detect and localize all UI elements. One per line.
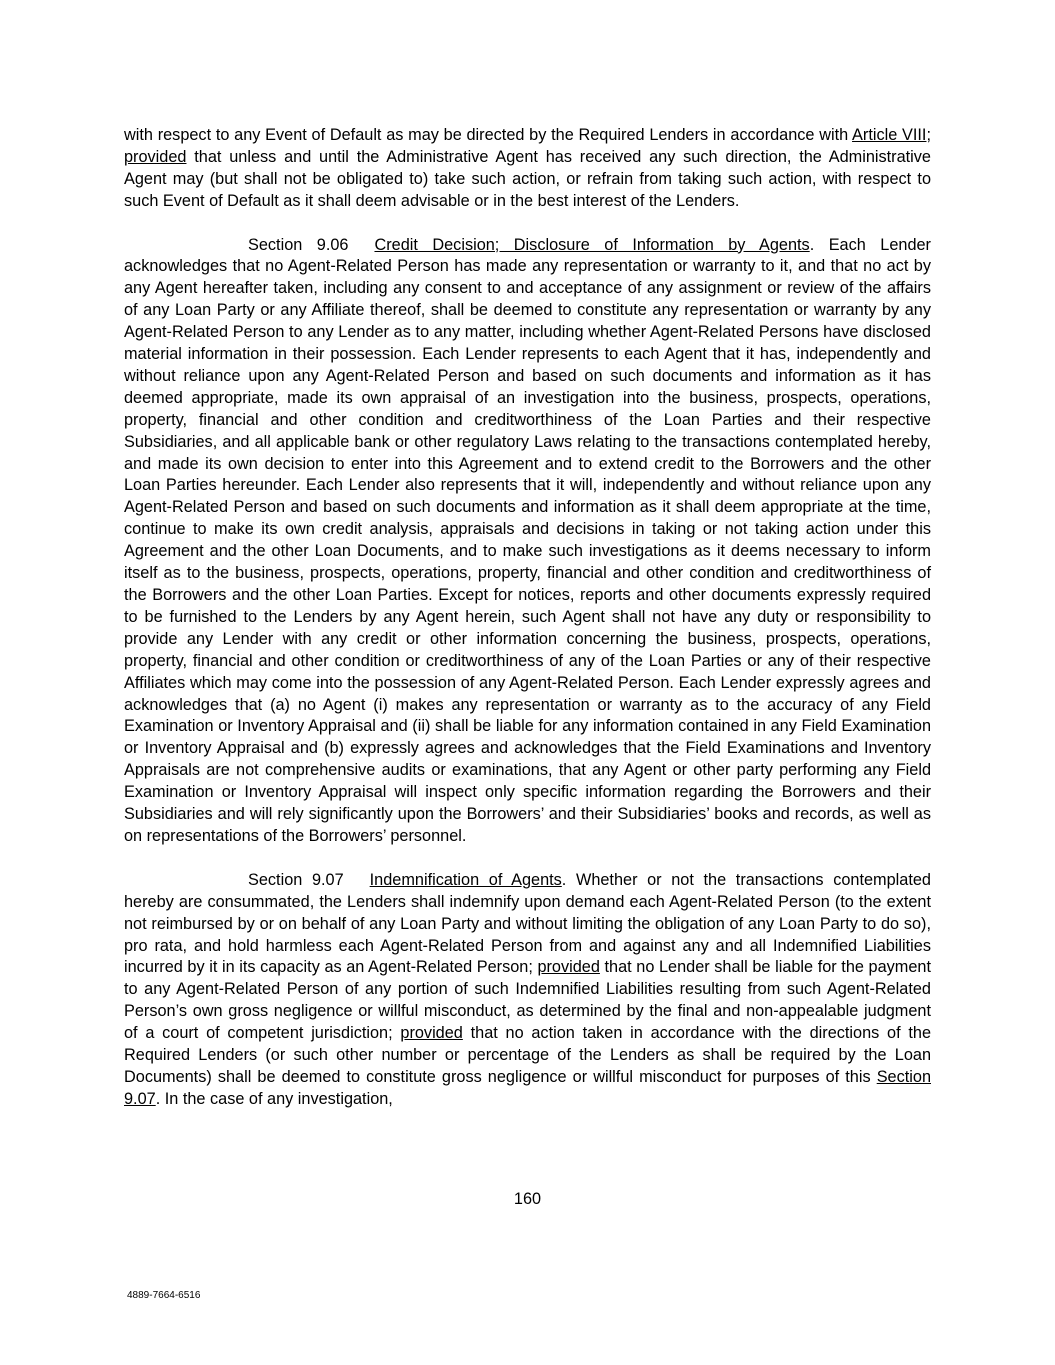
section-title: Indemnification of Agents <box>369 870 562 889</box>
text-run: with respect to any Event of Default as may be directed by the Required Lenders in accordance with <box>124 126 853 144</box>
provided-term: provided <box>537 958 600 977</box>
section-body: . Each Lender acknowledges that no Agent-Related Person has made any representation or warranty to it, and that no act by any Agent hereafter taken, including any consent to and acceptance of any assignment or review of the affairs of any Loan Party or any Affiliate thereof, shall be deemed to constitute any representation or warranty by any Agent-Related Person to any Lender as to any matter, including whether Agent-Related Persons have disclosed material information in their possession. Each Lender represents to each Agent that it has, independently and without reliance upon any Agent-Related Person and based on such documents and information as it has deemed appropriate, made its own appraisal of an investigation into the business, prospects, operations, property, financial and other condition and creditworthiness of the Loan Parties and their respective Subsidiaries, and all applicable bank or other regulatory Laws relating to the transactions contemplated hereby, and made its own decision to enter into this Agreement and to extend credit to the Borrowers and the other Loan Parties hereunder. Each Lender also represents that it will, independently and without reliance upon any Agent-Related Person and based on such documents and information as it shall deem appropriate at the time, continue to make its own credit analysis, appraisals and decisions in taking or not taking action under this Agreement and the other Loan Documents, and to make such investigations as it deems necessary to inform itself as to the business, prospects, operations, property, financial and other condition and creditworthiness of the Borrowers and the other Loan Parties. Except for notices, reports and other documents expressly required to be furnished to the Lenders by any Agent herein, such Agent shall not have any duty or responsibility to provide any Lender with any credit or other information concerning the business, prospects, operations, property, financial and other condition or creditworthiness of any of the Loan Parties or any of their respective Affiliates which may come into the possession of any Agent-Related Person. Each Lender expressly agrees and acknowledges that (a) no Agent (i) makes any representation or warranty as to the accuracy of any Field Examination or Inventory Appraisal and (ii) shall be liable for any information contained in any Field Examination or Inventory Appraisal and (b) expressly agrees and acknowledges that the Field Examinations and Inventory Appraisals are not comprehensive audits or examinations, that any Agent or other party performing any Field Examination or Inventory Appraisal will inspect only specific information regarding the Borrowers and their Subsidiaries and will rely significantly upon the Borrowers’ and their Subsidiaries’ books and records, as well as on representations of the Borrowers’ personnel. <box>124 235 931 845</box>
paragraph-continuation <box>124 125 931 213</box>
section-number: Section 9.06 <box>248 235 349 254</box>
text-run: . In the case of any investigation, <box>155 1089 393 1108</box>
section-9-07-paragraph <box>124 870 931 1111</box>
text-run: . Whether or not the transactions contemplated hereby are consummated, the Lenders shall indemnify upon demand each Agent-Related Person (to the extent not reimbursed by or on behalf of any Loan Party and without limiting the obligation of any Loan Party to do so), pro rata, and hold harmless each Agent-Related Person from and against any and all Indemnified Liabilities incurred by it in its capacity as an Agent-Related Person; <box>124 870 931 977</box>
section-9-06-paragraph <box>124 235 931 848</box>
text-run: ; <box>926 126 931 144</box>
document-id: 4889-7664-6516 <box>127 1290 201 1301</box>
page-number: 160 <box>513 1190 542 1208</box>
section-number: Section 9.07 <box>248 870 344 889</box>
text-run: that no action taken in accordance with the directions of the Required Lenders (or such other number or percentage of the Lenders as shall be required by the Loan Documents) shall be deemed to constitute gross negligence or willful misconduct for purposes of this <box>124 1024 931 1086</box>
provided-term: provided <box>400 1024 463 1043</box>
section-9-07-reference: Section 9.07 <box>124 1067 931 1108</box>
body-text <box>124 125 931 1111</box>
text-run: that unless and until the Administrative Agent has received any such direction, the Administrative Agent may (but shall not be obligated to) take such action, or refrain from taking such action, with respect to such Event of Default as it shall deem advisable or in the best interest of the Lenders. <box>124 147 931 210</box>
text-run: that no Lender shall be liable for the payment to any Agent-Related Person of any portion of such Indemnified Liabilities resulting from such Agent-Related Person’s own gross negligence or willful misconduct, as determined by the final and non-appealable judgment of a court of competent jurisdiction; <box>124 958 931 1043</box>
article-viii-reference: Article VIII <box>852 126 927 144</box>
provided-term: provided <box>124 147 187 166</box>
section-title: Credit Decision; Disclosure of Information by Agents <box>374 235 810 254</box>
